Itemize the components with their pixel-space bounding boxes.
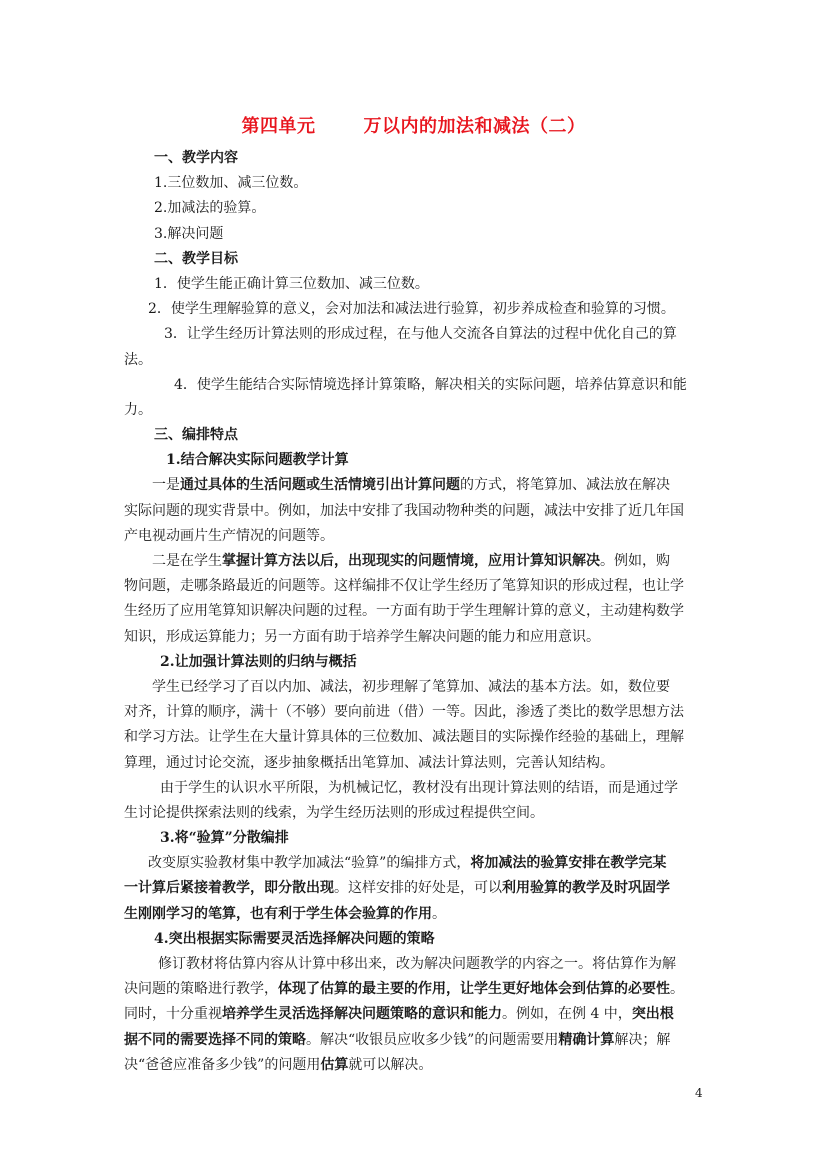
emphasis-text: 培养学生灵活选择解决问题策略的意识和能力 xyxy=(222,1006,502,1023)
paragraph-line: 知识，形成运算能力；另一方面有助于培养学生解决问题的能力和应用意识。 xyxy=(124,628,600,645)
text: 。例如，在例 4 中， xyxy=(502,1006,632,1023)
emphasis-text: 据不同的需要选择不同的策略 xyxy=(124,1031,306,1048)
goal-item: 1．使学生能正确计算三位数加、减三位数。 xyxy=(154,275,429,292)
goal-item: 3．让学生经历计算法则的形成过程，在与他人交流各自算法的过程中优化自己的算 xyxy=(164,326,677,343)
emphasis-text: 突出根 xyxy=(631,1006,674,1023)
goal-item: 2．使学生理解验算的意义，会对加法和减法进行验算，初步养成检查和验算的习惯。 xyxy=(148,301,675,318)
paragraph-line: 实际问题的现实背景中。例如，加法中安排了我国动物种类的问题，减法中安排了近几年国 xyxy=(124,502,684,519)
text: 。这样安排的好处是，可以 xyxy=(334,880,502,897)
list-item: 3.解决问题 xyxy=(154,225,224,242)
paragraph-line: 生经历了应用笔算知识解决问题的过程。一方面有助于学生理解计算的意义，主动建构数学 xyxy=(124,603,684,620)
text: 。解决“收银员应收多少钱”的问题需要用 xyxy=(306,1031,559,1048)
paragraph-line xyxy=(124,1002,704,1027)
text: 二是在学生 xyxy=(152,553,222,569)
emphasis-text: 体现了估算的最主要的作用，让学生更好地体会到估算的必要性 xyxy=(278,981,670,998)
text: 决问题的策略进行教学， xyxy=(124,981,278,998)
title-topic: 万以内的加法和减法（二） xyxy=(363,116,586,137)
subsection-heading: 3.将“验算”分散编排 xyxy=(160,830,289,847)
text: 的方式，将笔算加、减法放在解决 xyxy=(460,477,670,494)
paragraph-line: 由于学生的认识水平所限，为机械记忆，教材没有出现计算法则的结语，而是通过学 xyxy=(160,779,678,796)
text: 决“爸爸应准备多少钱”的问题用 xyxy=(124,1056,321,1073)
paragraph-line xyxy=(124,876,704,901)
text: 。例如，购 xyxy=(600,553,670,569)
text: 解决；解 xyxy=(614,1031,671,1048)
section-heading: 二、教学目标 xyxy=(154,250,238,267)
paragraph-line xyxy=(124,977,704,1002)
title-unit: 第四单元 xyxy=(241,116,316,137)
text: 一是 xyxy=(152,477,180,494)
subsection-heading: 1.结合解决实际问题教学计算 xyxy=(166,452,349,469)
text: 同时，十分重视 xyxy=(124,1006,222,1023)
document-body xyxy=(124,146,704,1078)
goal-item-continued: 力。 xyxy=(124,401,152,418)
paragraph-line: 物问题，走哪条路最近的问题等。这样编排不仅让学生经历了笔算知识的形成过程，也让学 xyxy=(124,578,684,595)
subsection-heading: 2.让加强计算法则的归纳与概括 xyxy=(160,653,357,670)
paragraph-line xyxy=(124,851,704,876)
text: 。 xyxy=(670,981,684,998)
emphasis-text: 精确计算 xyxy=(558,1031,615,1048)
paragraph-line: 和学习方法。让学生在大量计算具体的三位数加、减法题目的实际操作经验的基础上，理解 xyxy=(124,729,684,746)
list-item: 1.三位数加、减三位数。 xyxy=(154,175,308,192)
paragraph-line xyxy=(124,473,704,498)
paragraph-line: 修订教材将估算内容从计算中移出来，改为解决问题教学的内容之一。将估算作为解 xyxy=(158,956,676,972)
text: 改变原实验教材集中教学加减法“验算”的编排方式， xyxy=(148,855,471,872)
emphasis-text: 估算 xyxy=(320,1056,349,1073)
section-heading: 三、编排特点 xyxy=(154,427,238,444)
emphasis-text: 生刚刚学习的笔算，也有利于学生体会验算的作用 xyxy=(124,905,432,922)
page-number: 4 xyxy=(695,1086,703,1100)
list-item: 2.加减法的验算。 xyxy=(154,200,266,217)
paragraph-line xyxy=(124,1053,704,1078)
emphasis-text: 掌握计算方法以后，出现现实的问题情境，应用计算知识解决 xyxy=(222,553,600,569)
paragraph-line: 算理，通过讨论交流，逐步抽象概括出笔算加、减法计算法则，完善认知结构。 xyxy=(124,754,614,771)
emphasis-text: 一计算后紧接着教学，即分散出现 xyxy=(124,880,334,897)
paragraph-line xyxy=(124,1028,704,1053)
emphasis-text: 利用验算的教学及时巩固学 xyxy=(502,880,670,897)
text: 。 xyxy=(432,905,446,922)
emphasis-text: 将加减法的验算安排在教学完某 xyxy=(470,855,667,872)
text: 就可以解决。 xyxy=(348,1056,433,1073)
goal-item: 4．使学生能结合实际情境选择计算策略，解决相关的实际问题，培养估算意识和能 xyxy=(174,376,687,393)
paragraph-line: 生讨论提供探索法则的线索，为学生经历法则的形成过程提供空间。 xyxy=(124,804,544,821)
paragraph-line: 产电视动画片生产情况的问题等。 xyxy=(124,527,334,544)
paragraph-line: 对齐，计算的顺序，满十（不够）要向前进（借）一等。因此，渗透了类比的数学思想方法 xyxy=(124,704,684,721)
goal-item-continued: 法。 xyxy=(124,351,152,368)
paragraph-line xyxy=(124,902,704,927)
page-title xyxy=(0,112,827,138)
section-heading: 一、教学内容 xyxy=(154,150,238,166)
paragraph-line: 学生已经学习了百以内加、减法，初步理解了笔算加、减法的基本方法。如，数位要 xyxy=(152,678,670,695)
paragraph-line xyxy=(124,549,704,574)
subsection-heading: 4.突出根据实际需要灵活选择解决问题的策略 xyxy=(154,930,435,947)
emphasis-text: 通过具体的生活问题或生活情境引出计算问题 xyxy=(180,477,460,494)
